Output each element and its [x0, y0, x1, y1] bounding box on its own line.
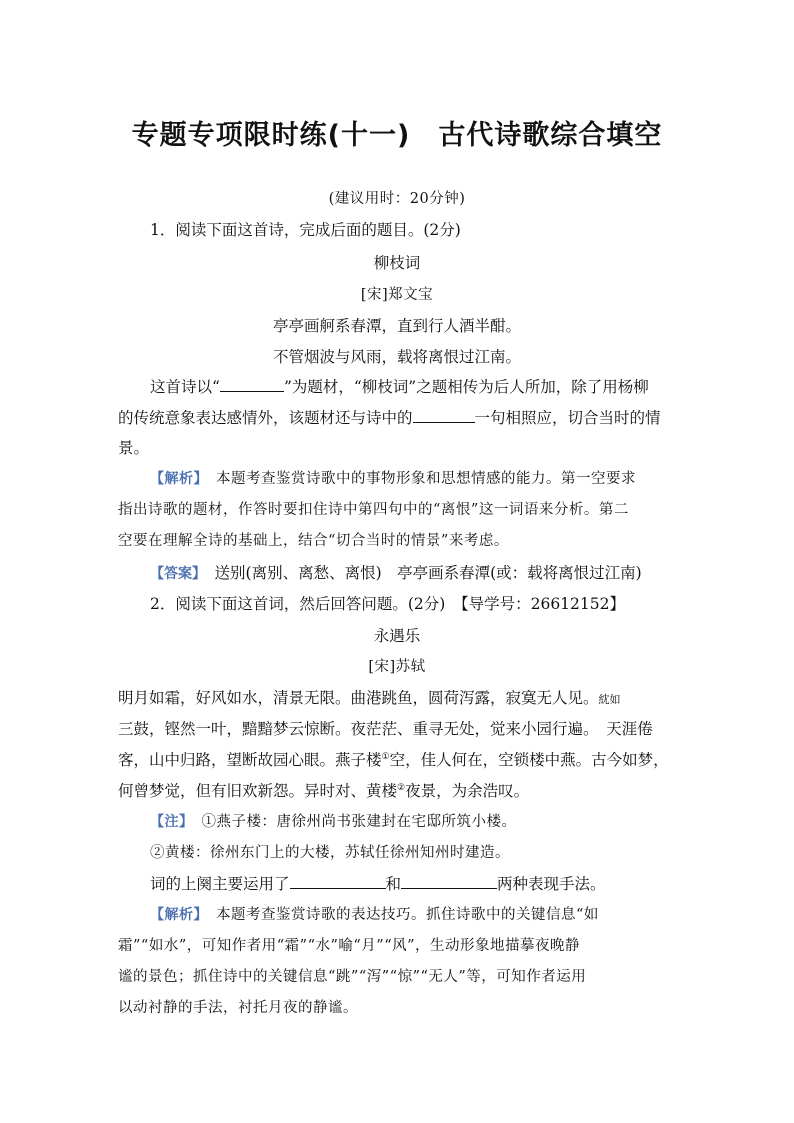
q2-note-line-1: 【注】 ①燕子楼：唐徐州尚书张建封在宅邸所筑小楼。: [150, 814, 517, 830]
q2-author: [宋]苏轼: [368, 659, 426, 675]
q1-question-line-3: 景。: [118, 439, 150, 457]
q1-blank-2[interactable]: [413, 406, 475, 423]
q2-blank-2[interactable]: [401, 872, 497, 889]
q1-answer-line: 【答案】 送别(离别、离愁、离恨) 亭亭画系春潭(或：载将离恨过江南): [150, 564, 642, 582]
q2-stem-line: 2．阅读下面这首词，然后回答问题。(2分) 【导学号：26612152】: [150, 595, 625, 613]
q2-poem-line-4: 何曾梦觉，但有旧欢新怨。异时对、黄楼②夜景，为余浩叹。: [118, 782, 530, 800]
q1-analysis-line-1: 【解析】 本题考查鉴赏诗歌中的事物形象和思想情感的能力。第一空要求: [150, 471, 636, 487]
q2-note-line-2: ②黄楼：徐州东门上的大楼，苏轼任徐州知州时建造。: [150, 845, 510, 861]
q2-analysis-line-4: 以动衬静的手法，衬托月夜的静谧。: [118, 1000, 358, 1016]
q2-analysis-line-2: 霜”“如水”，可知作者用“霜”“水”喻“月”“风”，生动形象地描摹夜晚静: [118, 938, 581, 954]
time-note: (建议用时：20分钟): [328, 191, 466, 207]
answer-tag: 【答案】: [150, 566, 199, 582]
q2-poem-title: 永遇乐: [373, 627, 421, 645]
q2-analysis-line-3: 谧的景色；抓住诗中的关键信息“跳”“泻”“惊”“无人”等，可知作者运用: [118, 969, 587, 985]
q1-author: [宋]郑文宝: [360, 287, 434, 303]
note-marker-1: ①: [381, 751, 390, 762]
guide-number: 【导学号：26612152】: [460, 595, 625, 613]
q1-analysis-line-3: 空要在理解全诗的基础上，结合“切合当时的情景”来考虑。: [118, 533, 509, 549]
q1-verse-2: 不管烟波与风雨，载将离恨过江南。: [272, 348, 521, 366]
analysis-tag-2: 【解析】: [150, 907, 201, 923]
q1-question-line-1: 这首诗以“ ”为题材，“柳枝词”之题相传为后人所加，除了用杨柳: [150, 375, 649, 399]
q1-poem-title: 柳枝词: [373, 254, 421, 272]
q2-poem-line-2: 三鼓，铿然一叶，黯黯梦云惊断。夜茫茫、重寻无处，觉来小园行遍。 天涯倦: [118, 720, 653, 738]
q2-poem-line-3: 客，山中归路，望断故园心眼。燕子楼①空，佳人何在，空锁楼中燕。古今如梦，: [118, 751, 669, 769]
q1-analysis-line-2: 指出诗歌的题材，作答时要扣住诗中第四句中的“离恨”这一词语来分析。第二: [118, 502, 629, 518]
title-main: 专题专项限时练(十一): [131, 120, 411, 151]
q2-question-line: 词的上阕主要运用了 和 两种表现手法。: [150, 872, 606, 896]
title-sub: 古代诗歌综合填空: [438, 120, 663, 151]
q1-verse-1: 亭亭画舸系春潭，直到行人酒半酣。: [272, 317, 521, 335]
q2-analysis-line-1: 【解析】 本题考查鉴赏诗歌的表达技巧。抓住诗歌中的关键信息“如: [150, 907, 599, 923]
q1-blank-1[interactable]: [220, 375, 284, 392]
note-tag: 【注】: [150, 814, 187, 830]
note-marker-2: ②: [397, 782, 406, 793]
q2-poem-line-1: 明月如霜，好风如水，清景无限。曲港跳鱼，圆荷泻露，寂寞无人见。紞如: [118, 689, 621, 707]
analysis-tag: 【解析】: [150, 471, 201, 487]
page-title: [0, 113, 794, 152]
q2-blank-1[interactable]: [290, 872, 386, 889]
q1-question-line-2: 的传统意象表达感情外，该题材还与诗中的 一句相照应，切合当时的情: [118, 406, 661, 430]
q1-stem: 1．阅读下面这首诗，完成后面的题目。(2分): [150, 221, 461, 239]
